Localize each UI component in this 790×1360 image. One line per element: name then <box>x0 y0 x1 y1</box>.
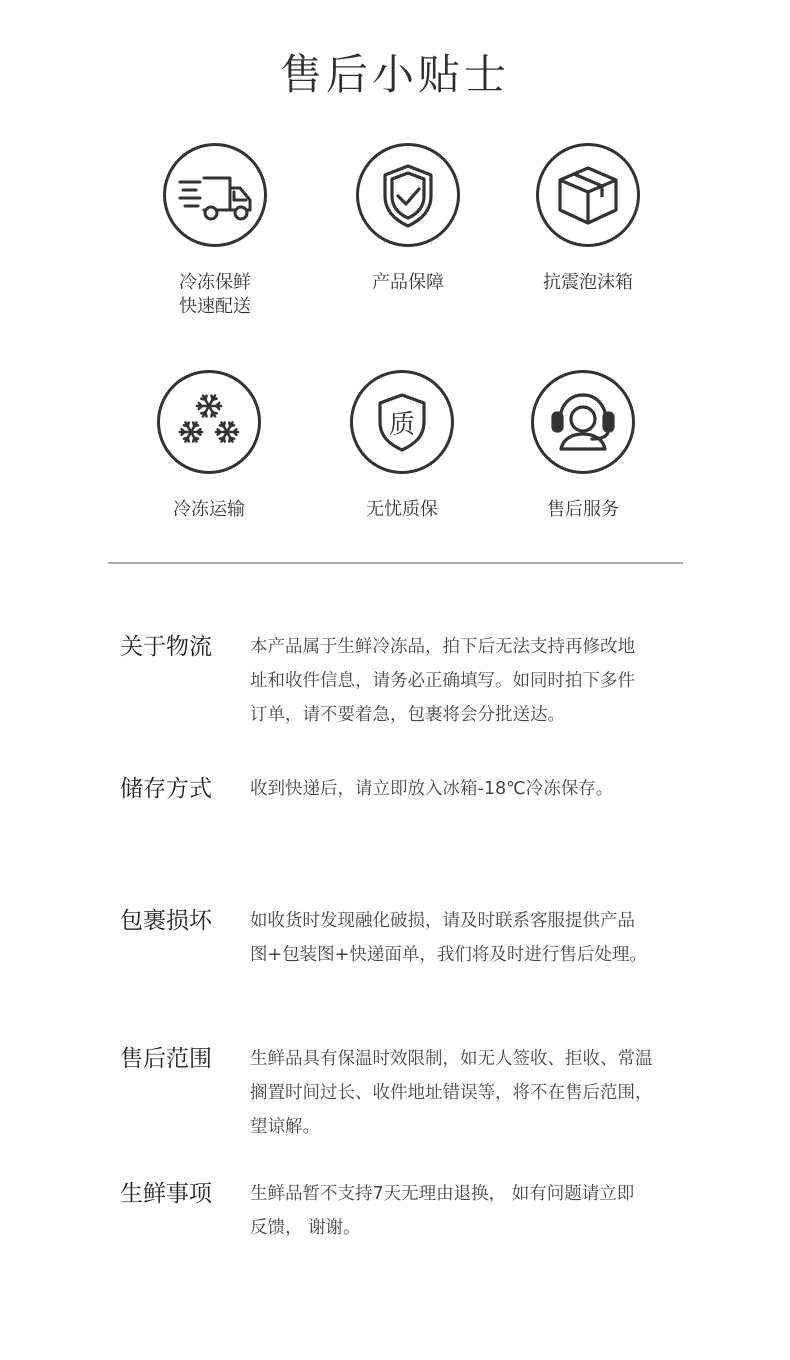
tip-heading: 关于物流 <box>120 634 212 660</box>
tip-heading: 售后范围 <box>120 1046 212 1072</box>
tip-text: 生鲜品具有保温时效限制，如无人签收、拒收、常温 搁置时间过长、收件地址错误等，将不在售后范围， 望谅解。 <box>250 1049 653 1137</box>
tip-text: 本产品属于生鲜冷冻品，拍下后无法支持再修改地 址和收件信息，请务必正确填写。如同时拍下多件 订单，请不要着急，包裹将会分批送达。 <box>250 637 635 725</box>
tip-text: 如收货时发现融化破损，请及时联系客服提供产品 图+包装图+快递面单，我们将及时进行售后处理。 <box>250 911 647 965</box>
feature-label: 冷冻保鲜 快速配送 <box>179 272 251 317</box>
feature-cold-transport <box>109 370 309 522</box>
quality-badge-icon <box>350 370 454 474</box>
feature-quality <box>302 370 502 522</box>
box-icon <box>536 143 640 247</box>
feature-label: 产品保障 <box>372 272 444 293</box>
tip-heading: 储存方式 <box>120 776 212 802</box>
snowflake-icon <box>157 370 261 474</box>
delivery-truck-icon <box>163 143 267 247</box>
quality-char: 质 <box>388 410 416 440</box>
tip-heading: 包裹损坏 <box>120 908 212 934</box>
feature-box <box>488 143 688 295</box>
feature-delivery <box>115 143 315 319</box>
feature-label: 抗震泡沫箱 <box>543 272 633 293</box>
page-title: 售后小贴士 <box>279 50 510 99</box>
feature-guarantee <box>308 143 508 295</box>
feature-service <box>483 370 683 522</box>
shield-check-icon <box>356 143 460 247</box>
tip-heading: 生鲜事项 <box>120 1181 212 1207</box>
tip-text: 收到快递后，请立即放入冰箱-18℃冷冻保存。 <box>250 779 614 799</box>
headset-agent-icon <box>531 370 635 474</box>
feature-label: 无忧质保 <box>366 499 438 520</box>
tip-text: 生鲜品暂不支持7天无理由退换， 如有问题请立即 反馈， 谢谢。 <box>250 1184 635 1238</box>
section-divider <box>108 562 683 564</box>
feature-label: 售后服务 <box>547 499 619 520</box>
feature-label: 冷冻运输 <box>173 499 245 520</box>
